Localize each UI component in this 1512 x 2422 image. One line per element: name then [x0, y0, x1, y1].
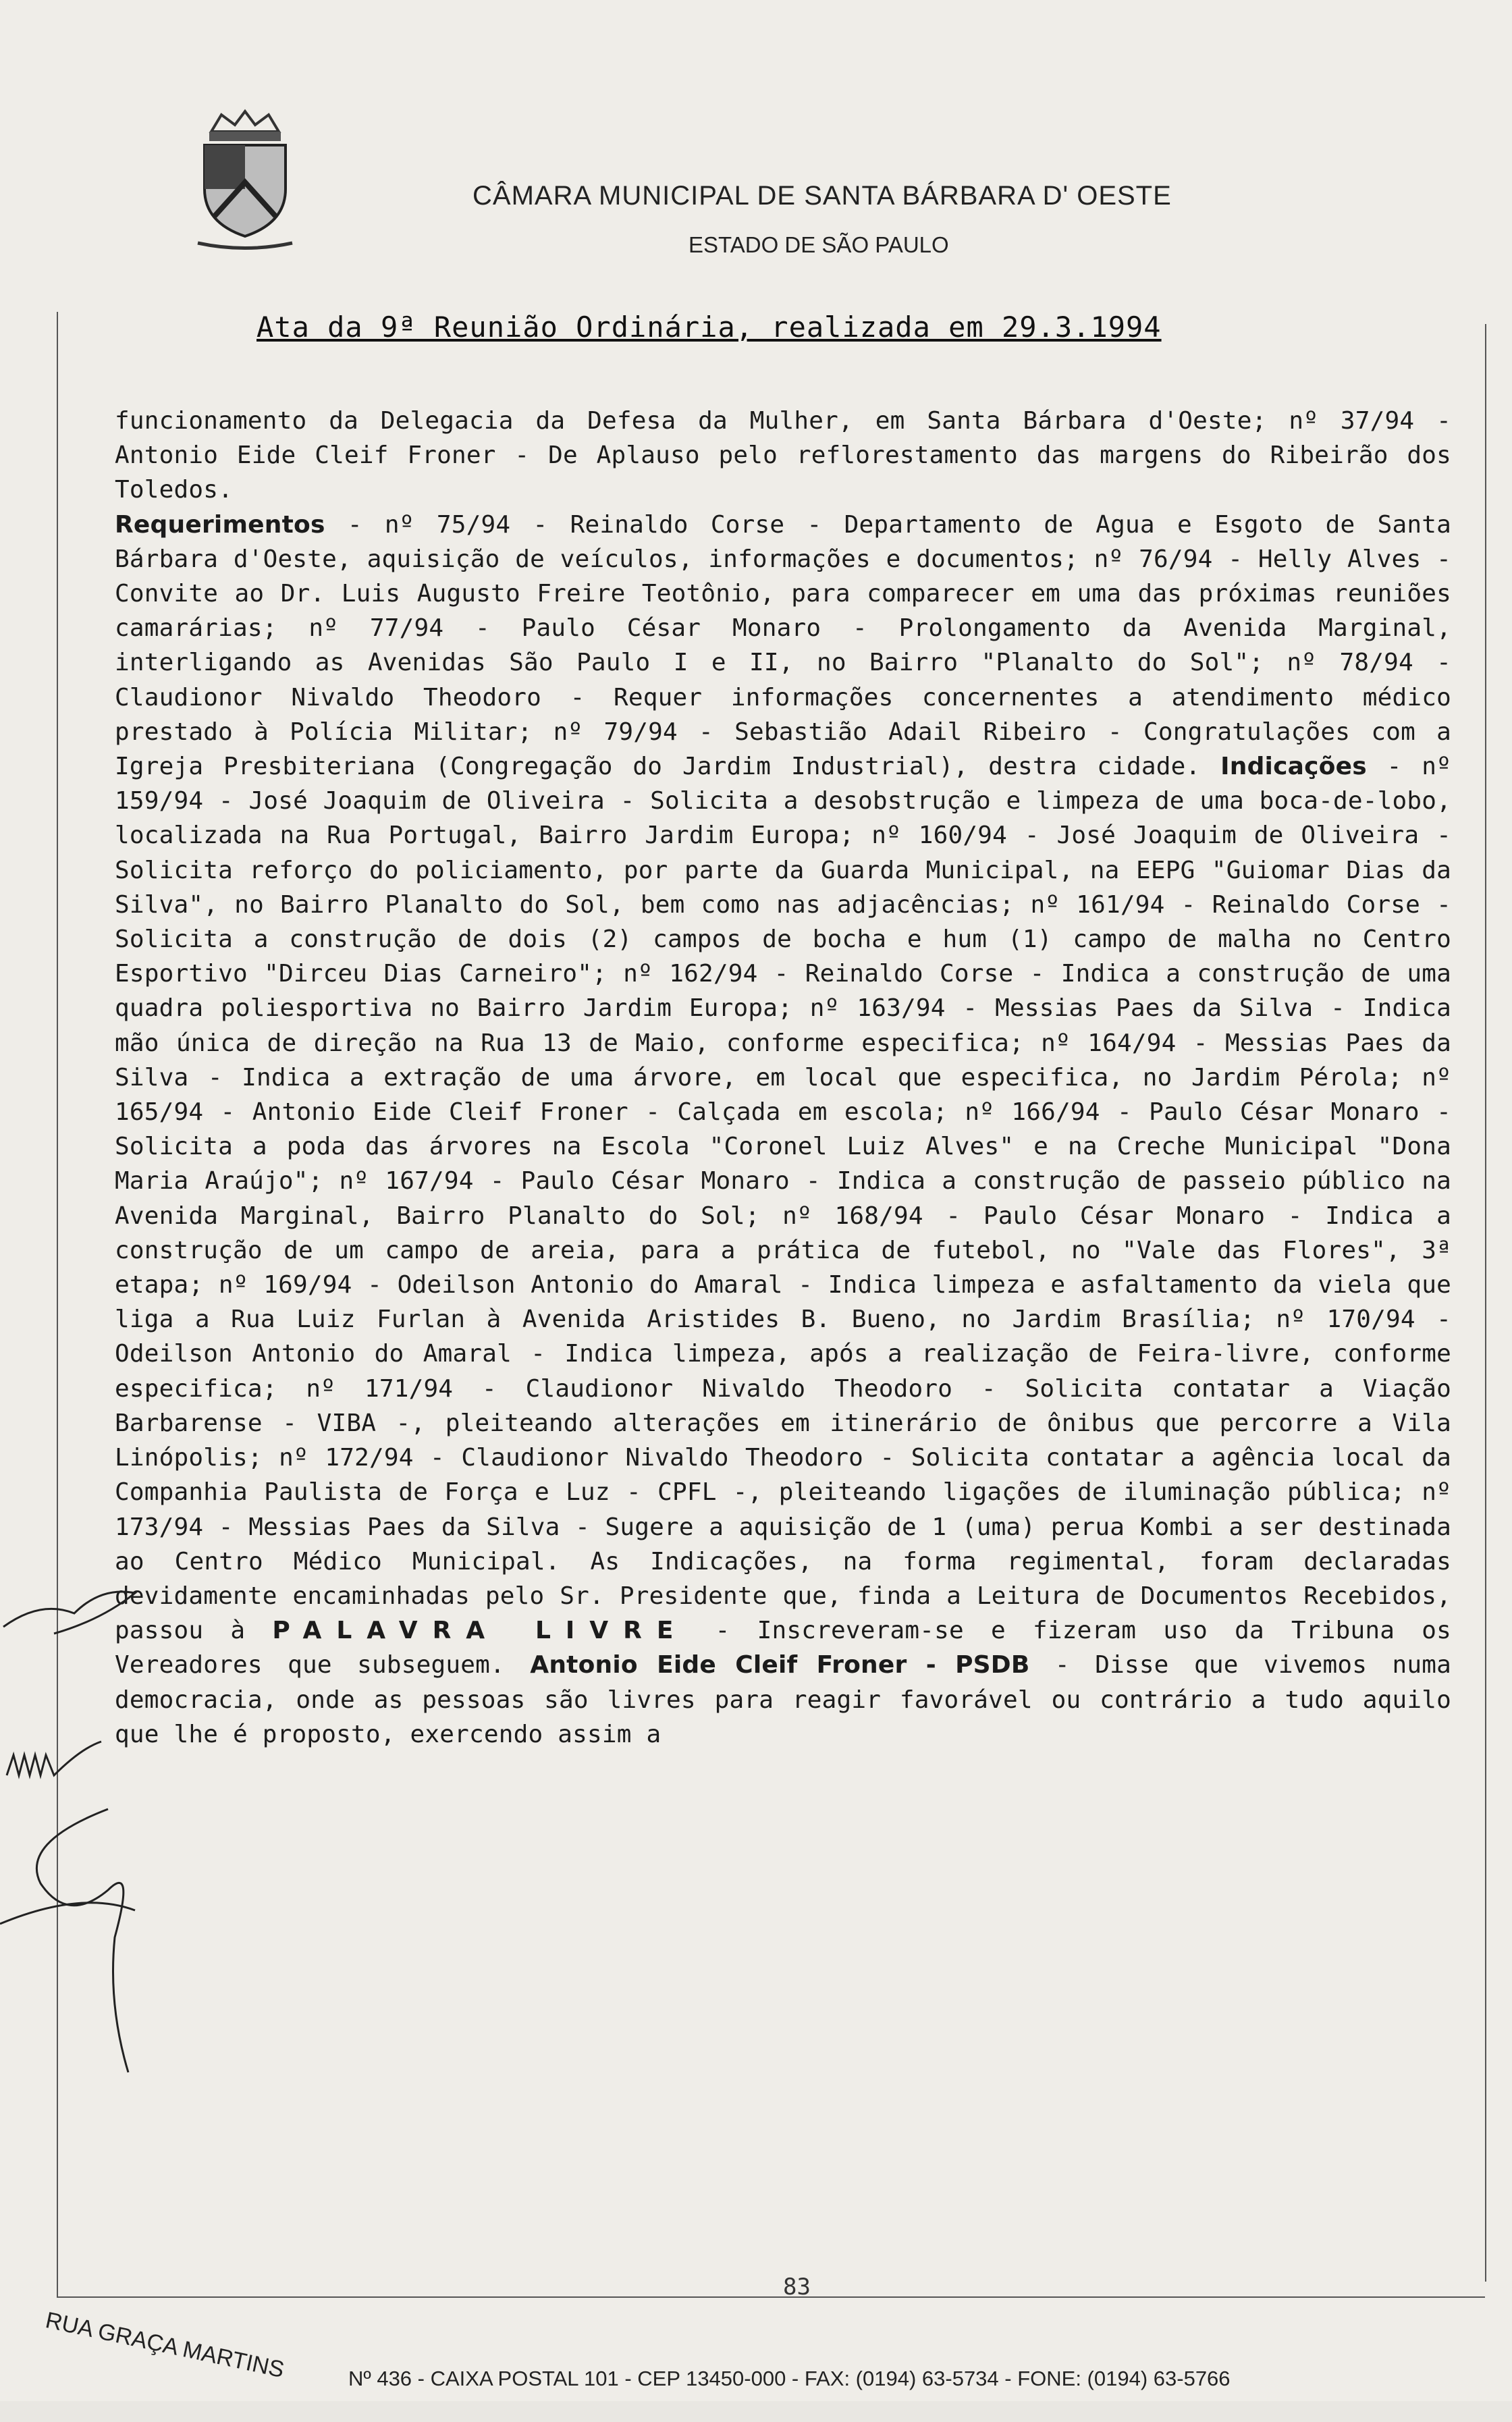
minutes-title: Ata da 9ª Reunião Ordinária, realizada em 29.3.1994 [256, 311, 1162, 344]
right-margin-rule [1485, 324, 1486, 2282]
palavra-livre-heading: PALAVRA LIVRE [272, 1617, 688, 1645]
requerimentos-text: - nº 75/94 - Reinaldo Corse - Departamento de Agua e Esgoto de Santa Bárbara d'Oeste, aquisição de veículos, informações e documentos; nº 76/94 - Helly Alves - Convite ao Dr. Luis Augusto Freire Teotônio, para comparecer em uma das próximas reuniões camarárias; nº 77/94 - Paulo César Monaro - Prolongamento da Avenida Marginal, interligando as Avenidas São Paulo I e II, no Bairro "Planalto do Sol"; nº 78/94 - Claudionor Nivaldo Theodoro - Requer informações concernentes a atendimento médico prestado à Polícia Militar; nº 79/94 - Sebastião Adail Ribeiro - Congratulações com a Igreja Presbiteriana (Congregação do Jardim Industrial), destra cidade. [115, 510, 1451, 781]
indicacoes-text: - nº 159/94 - José Joaquim de Oliveira - Solicita a desobstrução e limpeza de uma boca-de-lobo, localizada na Rua Portugal, Bairro Jardim Europa; nº 160/94 - José Joaquim de Oliveira - Solicita reforço do policiamento, por parte da Guarda Municipal, na EEPG "Guiomar Dias da Silva", no Bairro Planalto do Sol, bem como nas adjacências; nº 161/94 - Reinaldo Corse - Solicita a construção de dois (2) campos de bocha e hum (1) campo de malha no Centro Esportivo "Dirceu Dias Carneiro"; nº 162/94 - Reinaldo Corse - Indica a construção de uma quadra poliesportiva no Bairro Jardim Europa; nº 163/94 - Messias Paes da Silva - Indica mão única de direção na Rua 13 de Maio, conforme especifica; nº 164/94 - Messias Paes da Silva - Indica a extração de uma árvore, em local que especifica, no Jardim Pérola; nº 165/94 - Antonio Eide Cleif Froner - Calçada em escola; nº 166/94 - Paulo César Monaro - Solicita a poda das árvores na Escola "Coronel Luiz Alves" e na Creche Municipal "Dona Maria Araújo"; nº 167/94 - Paulo César Monaro - Indica a construção de passeio público na Avenida Marginal, Bairro Planalto do Sol; nº 168/94 - Paulo César Monaro - Indica a construção de um campo de areia, para a prática de futebol, no "Vale das Flores", 3ª etapa; nº 169/94 - Odeilson Antonio do Amaral - Indica limpeza e asfaltamento da viela que liga a Rua Luiz Furlan à Avenida Aristides B. Bueno, no Jardim Brasília; nº 170/94 - Odeilson Antonio do Amaral - Indica limpeza, após a realização de Feira-livre, conforme especifica; nº 171/94 - Claudionor Nivaldo Theodoro - Solicita contatar a Viação Barbarense - VIBA -, pleiteando alterações em itinerário de ônibus que percorre a Vila Linópolis; nº 172/94 - Claudionor Nivaldo Theodoro - Solicita contatar a agência local da Companhia Paulista de Força e Luz - CPFL -, pleiteando ligações de iluminação pública; nº 173/94 - Messias Paes da Silva - Sugere a aquisição de 1 (uma) perua Kombi a ser destinada ao Centro Médico Municipal. As Indicações, na forma regimental, foram declaradas devidamente encaminhadas pelo Sr. Presidente que, finda a Leitura de Documentos Recebidos, passou à [115, 753, 1451, 1645]
minutes-body [115, 404, 1451, 2219]
speaker-name: Antonio Eide Cleif Froner - PSDB [530, 1651, 1030, 1679]
palavra-livre-text: - Inscreveram-se e fizeram uso da Tribuna os Vereadores que subseguem. [115, 1617, 1451, 1679]
requerimentos-heading: Requerimentos [115, 510, 325, 539]
footer-street: RUA GRAÇA MARTINS [43, 2307, 287, 2384]
footer-contact-details: Nº 436 - CAIXA POSTAL 101 - CEP 13450-000 - FAX: (0194) 63-5734 - FONE: (0194) 63-5766 [348, 2367, 1231, 2390]
municipal-coat-of-arms-icon [194, 108, 296, 250]
speaker-speech-text: - Disse que vivemos numa democracia, onde as pessoas são livres para reagir favorável ou contrário a tudo aquilo que lhe é proposto, exercendo assim a [115, 1651, 1451, 1748]
indicacoes-heading: Indicações [1220, 753, 1367, 781]
page-number: 83 [783, 2273, 811, 2300]
institution-name: CÂMARA MUNICIPAL DE SANTA BÁRBARA D' OESTE [473, 181, 1172, 211]
body-paragraph-1: funcionamento da Delegacia da Defesa da Mulher, em Santa Bárbara d'Oeste; nº 37/94 - Antonio Eide Cleif Froner - De Aplauso pelo reflorestamento das margens do Ribeirão dos Toledos. [115, 407, 1451, 504]
bottom-margin-rule [57, 2296, 1485, 2298]
handwritten-signature [0, 1573, 223, 2079]
state-name: ESTADO DE SÃO PAULO [688, 232, 949, 257]
